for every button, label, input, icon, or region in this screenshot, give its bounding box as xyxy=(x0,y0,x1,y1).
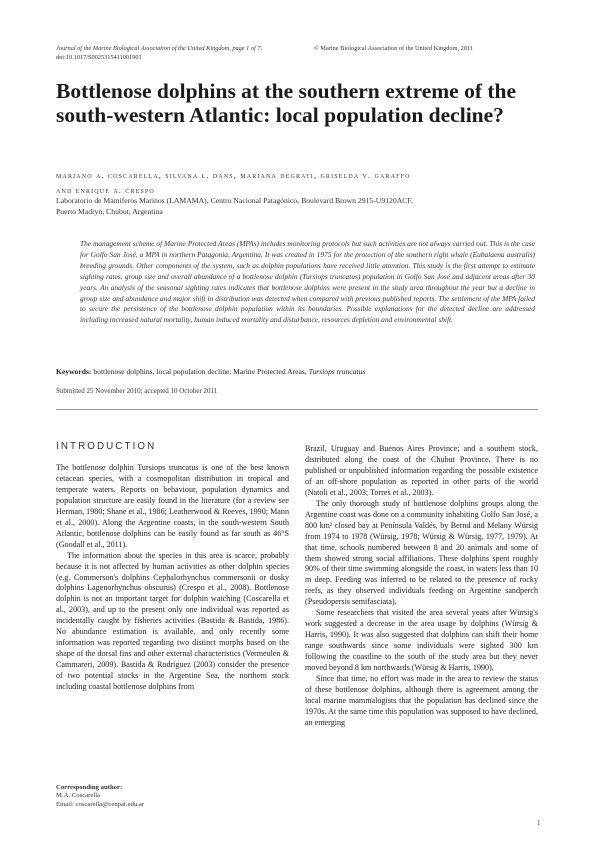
body-column-right xyxy=(305,444,538,729)
body-column-left xyxy=(56,463,289,693)
affiliation-line-1: Laboratorio de Mamíferos Marinos (LAMAMA), Centro Nacional Patagónico, Boulevard Brown 2915-U9120ACF, xyxy=(56,196,413,205)
author-line-2: and enrique a. crespo xyxy=(56,185,155,195)
author-line-1: mariano a. coscarella, silvana l. dans, mariana degrati, griselda v. garaffo xyxy=(56,171,411,180)
journal-header xyxy=(56,45,536,62)
paragraph: Brazil, Uruguay and Buenos Aires Province; and a southern stock, distributed along the coast of the Chubut Province. There is no published or unpublished information regarding the possible existence of an off-shore population as reported in other parts of the world (Natoli et al., 2003; Torres et al., 2003). xyxy=(305,444,538,497)
affiliation xyxy=(56,196,516,218)
doi-link[interactable]: doi:10.1017/S0025315411001901 xyxy=(56,53,142,61)
abstract: The management scheme of Marine Protected Areas (MPAs) includes monitoring protocols but such activities are not always carried out. This is the case for Golfo San José, a MPA in northern Patagonia, Argentina. It was created in 1975 for the protection of the southern right whale (Eubalaena australis) breeding grounds. Other components of the system, such as dolphin populations have received little attention. This study is the first attempt to estimate sighting rates, group size and overall abundance of a bottlenose dolphin (Tursiops truncatus) population in Golfo San José and adjacent areas after 30 years. An analysis of the seasonal sighting rates indicates that bottlenose dolphins were present in the study area throughout the year but a decline in group size and abundance and major shift in distribution was detected when compared with previous published reports. The settlement of the MPA failed to secure the persistence of the bottlenose dolphin population within its boundaries. Possible explanations for the detected decline are addressed including increased natural mortality, human induced mortality and disturbance, resources depletion and environmental shift. xyxy=(80,239,535,325)
page-number: 1 xyxy=(537,819,541,827)
journal-citation: Journal of the Marine Biological Association of the United Kingdom, page 1 of 7. xyxy=(56,45,263,52)
corresponding-email[interactable]: Email: coscarella@cenpat.edu.ar xyxy=(56,800,145,808)
affiliation-line-2: Puerto Madryn, Chubut, Argentina xyxy=(56,206,163,216)
corresponding-name: M.A. Coscarella xyxy=(56,792,101,800)
copyright-notice: © Marine Biological Association of the United Kingdom, 2011 xyxy=(314,45,473,52)
corresponding-label: Corresponding author: xyxy=(56,784,123,791)
submission-dates: Submitted 25 November 2010; accepted 10 October 2011 xyxy=(56,387,218,395)
paragraph: Some researchers that visited the area several years after Würsig's work suggested a decrease in the area usage by dolphins (Würsig & Harris, 1990). It was also suggested that dolphins can shift their home range southwards since some individuals were sighted 300 km following the coastline to the south of the study area but they never moved beyond 8 km northwards (Würsig & Harris, 1990). xyxy=(305,608,538,673)
keywords xyxy=(56,367,536,376)
paragraph: The only thorough study of bottlenose dolphins groups along the Argentine coast was done on a community inhabiting Golfo San José, a 800 km² closed bay at Península Valdés, by Bernd and Melany Würsig from 1974 to 1978 (Würsig, 1978; Würsig & Würsig, 1977, 1979). At that time, schools numbered between 8 and 20 animals and some of them showed strong social affiliations. These dolphins spent roughly 90% of their time swimming alongside the coast, in waters less than 10 m deep. Feeding was inferred to be related to the presence of rocky reefs, as they observed individuals feeding on Argentine sandperch (Pseudopersis semifasciata). xyxy=(305,498,538,607)
paragraph: The information about the species in this area is scarce, probably because it is not affected by human activities as other dolphin species (e.g. Commerson's dolphins Cephalorhynchus commersonii or dusky dolphins Lagenorhynchus obscurus) (Crespo et al., 2008). Bottlenose dolphin is not an important target for dolphin watching (Coscarella et al., 2003), and up to the present only one individual was reported as incidentally caught by fisheries activities (Bastida & Bastida, 1986). No abundance estimation is available, and only recently some information was reported regarding two distinct morphs based on the shape of the dorsal fins and other external characteristics (Vermeulen & Cammareri, 2009). Bastida & Rodríguez (2003) consider the presence of two potential stocks in the Argentine Sea, the northern stock including coastal bottlenose dolphins from xyxy=(56,550,289,692)
paragraph: Since that time, no effort was made in the area to review the status of these bottlenose dolphins, although there is agreement among the local marine mammalogists that the population has declined since the 1970s. At the same time this population was supposed to have declined, an emerging xyxy=(305,674,538,727)
keywords-text: bottlenose dolphins, local population decline, Marine Protected Areas, xyxy=(93,367,307,376)
article-title: Bottlenose dolphins at the southern extreme of the south-western Atlantic: local population decline? xyxy=(56,79,517,127)
section-divider xyxy=(56,409,538,410)
author-list xyxy=(56,169,536,198)
keywords-species: Tursiops truncatus xyxy=(308,367,366,376)
keywords-label: Keywords: xyxy=(56,367,92,376)
introduction-heading: INTRODUCTION xyxy=(56,441,157,452)
corresponding-author xyxy=(56,784,144,809)
paragraph: The bottlenose dolphin Tursiops truncatus is one of the best known cetacean species, with a cosmopolitan distribution in tropical and temperate waters. Reports on behaviour, population dynamics and population structure are easily found in the literature (for a review see Herman, 1980; Shane et al., 1986; Leatherwood & Reeves, 1990; Mann et al., 2000). Along the Argentine coasts, in the south-western South Atlantic, bottlenose dolphins can be easily found as far south as 46°S (Goodall et al., 2011). xyxy=(56,463,289,549)
